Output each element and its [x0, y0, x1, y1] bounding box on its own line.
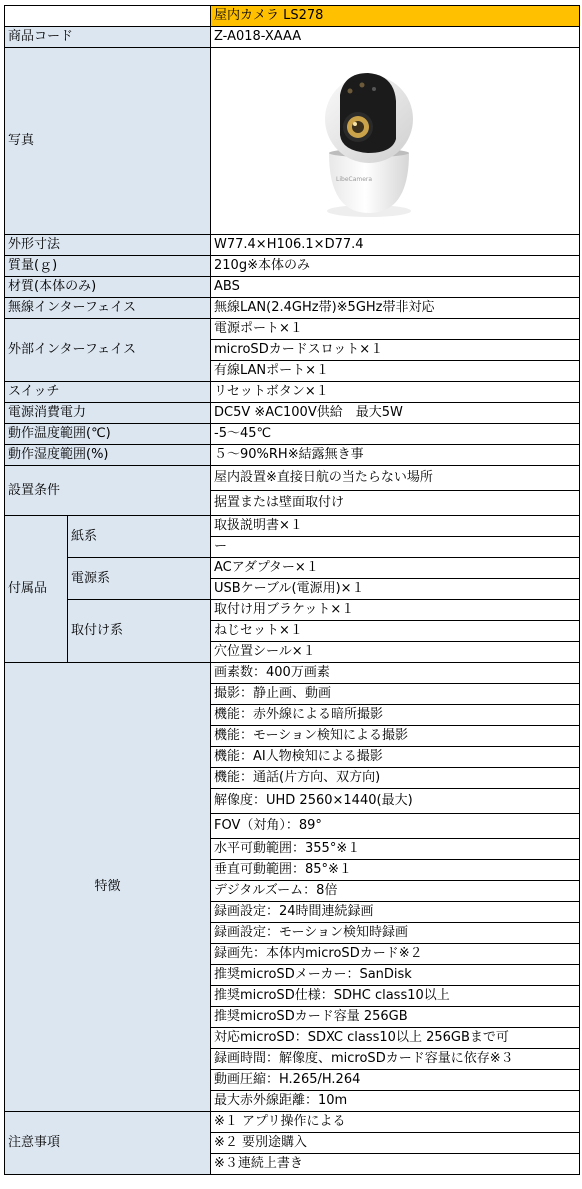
row-accessory — [5, 516, 580, 537]
product-title: 屋内カメラ LS278 — [211, 6, 580, 27]
row-install — [5, 466, 580, 491]
value-note: ※１ アプリ操作による — [211, 1112, 580, 1133]
value-feature: 録画設定：モーション検知時録画 — [211, 923, 580, 944]
value-external: 有線LANポート×１ — [211, 361, 580, 382]
value-feature: 撮影：静止画、動画 — [211, 684, 580, 705]
camera-logo: LibeCamera — [336, 176, 373, 183]
value-feature: デジタルズーム：8倍 — [211, 881, 580, 902]
label-notes: 注意事項 — [5, 1112, 211, 1175]
label-features: 特徴 — [5, 663, 211, 1112]
label-humidity: 動作湿度範囲(%) — [5, 445, 211, 466]
value-feature: 録画先：本体内microSDカード※２ — [211, 944, 580, 965]
value-feature: 画素数：400万画素 — [211, 663, 580, 684]
row-accessory — [5, 558, 580, 579]
value-size: W77.4×H106.1×D77.4 — [211, 235, 580, 256]
label-install: 設置条件 — [5, 466, 211, 516]
value-feature: 推奨microSD仕様：SDHC class10以上 — [211, 986, 580, 1007]
label-accessory-group: 電源系 — [68, 558, 211, 600]
value-temp: -5～45℃ — [211, 424, 580, 445]
label-photo: 写真 — [5, 48, 211, 235]
row-wireless — [5, 298, 580, 319]
value-feature: 解像度：UHD 2560×1440(最大) — [211, 789, 580, 814]
label-accessories: 付属品 — [5, 516, 68, 663]
value-install: 据置または壁面取付け — [211, 491, 580, 516]
row-feature — [5, 663, 580, 684]
value-external: 電源ポート×１ — [211, 319, 580, 340]
value-feature: 機能：モーション検知による撮影 — [211, 726, 580, 747]
label-weight: 質量(ｇ) — [5, 256, 211, 277]
row-temp — [5, 424, 580, 445]
value-wireless: 無線LAN(2.4GHz帯)※5GHz帯非対応 — [211, 298, 580, 319]
spec-table — [4, 5, 580, 1175]
label-code: 商品コード — [5, 27, 211, 48]
value-accessory: ACアダプター×１ — [211, 558, 580, 579]
row-material — [5, 277, 580, 298]
label-size: 外形寸法 — [5, 235, 211, 256]
row-photo — [5, 48, 580, 235]
photo-cell — [211, 48, 580, 235]
label-accessory-group: 取付け系 — [68, 600, 211, 663]
value-code: Z-A018-XAAA — [211, 27, 580, 48]
value-note: ※３連続上書き — [211, 1154, 580, 1175]
row-weight — [5, 256, 580, 277]
label-wireless: 無線インターフェイス — [5, 298, 211, 319]
value-feature: 推奨microSDカード容量 256GB — [211, 1007, 580, 1028]
label-switch: スイッチ — [5, 382, 211, 403]
value-humidity: ５～90%RH※結露無き事 — [211, 445, 580, 466]
value-feature: 最大赤外線距離：10m — [211, 1091, 580, 1112]
row-code — [5, 27, 580, 48]
camera-photo — [314, 61, 424, 221]
value-feature: 推奨microSDメーカー：SanDisk — [211, 965, 580, 986]
value-note: ※２ 要別途購入 — [211, 1133, 580, 1154]
row-humidity — [5, 445, 580, 466]
value-accessory: USBケーブル(電源用)×１ — [211, 579, 580, 600]
row-power — [5, 403, 580, 424]
value-feature: FOV（対角）：89° — [211, 814, 580, 839]
value-feature: 機能：赤外線による暗所撮影 — [211, 705, 580, 726]
value-feature: 録画設定：24時間連続録画 — [211, 902, 580, 923]
title-blank-cell — [5, 6, 211, 27]
label-accessory-group: 紙系 — [68, 516, 211, 558]
row-external — [5, 319, 580, 340]
label-external: 外部インターフェイス — [5, 319, 211, 382]
value-feature: 対応microSD：SDXC class10以上 256GBまで可 — [211, 1028, 580, 1049]
value-feature: 垂直可動範囲：85°※１ — [211, 860, 580, 881]
value-feature: 録画時間：解像度、microSDカード容量に依存※３ — [211, 1049, 580, 1070]
label-temp: 動作温度範囲(℃) — [5, 424, 211, 445]
value-accessory: 取付け用ブラケット×１ — [211, 600, 580, 621]
value-material: ABS — [211, 277, 580, 298]
row-size — [5, 235, 580, 256]
value-power: DC5V ※AC100V供給 最大5W — [211, 403, 580, 424]
value-feature: 機能：AI人物検知による撮影 — [211, 747, 580, 768]
value-feature: 動画圧縮：H.265/H.264 — [211, 1070, 580, 1091]
value-accessory: 穴位置シール×１ — [211, 642, 580, 663]
row-note — [5, 1112, 580, 1133]
row-switch — [5, 382, 580, 403]
value-feature: 機能：通話(片方向、双方向) — [211, 768, 580, 789]
value-accessory: ー — [211, 537, 580, 558]
value-install: 屋内設置※直接日航の当たらない場所 — [211, 466, 580, 491]
value-switch: リセットボタン×１ — [211, 382, 580, 403]
value-feature: 水平可動範囲：355°※１ — [211, 839, 580, 860]
label-power: 電源消費電力 — [5, 403, 211, 424]
label-material: 材質(本体のみ) — [5, 277, 211, 298]
value-accessory: ねじセット×１ — [211, 621, 580, 642]
value-weight: 210g※本体のみ — [211, 256, 580, 277]
title-row — [5, 6, 580, 27]
value-external: microSDカードスロット×１ — [211, 340, 580, 361]
row-accessory — [5, 600, 580, 621]
value-accessory: 取扱説明書×１ — [211, 516, 580, 537]
